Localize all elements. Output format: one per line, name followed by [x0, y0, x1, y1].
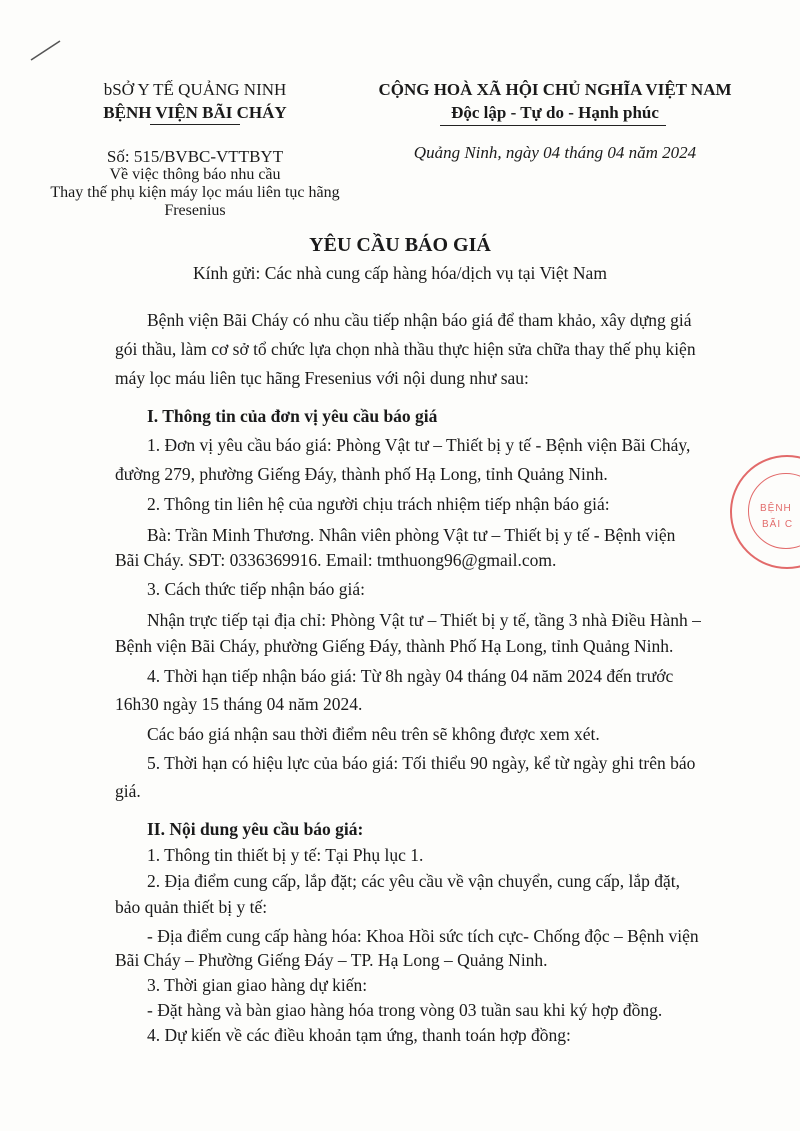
document-number: Số: 515/BVBC-VTTBYT — [106, 147, 284, 166]
national-motto: Độc lập - Tự do - Hạnh phúc — [451, 103, 659, 122]
document-title: YÊU CẦU BÁO GIÁ — [309, 234, 491, 256]
s2-item1: 1. Thông tin thiết bị y tế: Tại Phụ lục 1. — [147, 845, 424, 865]
s1-item1-line1: 1. Đơn vị yêu cầu báo giá: Phòng Vật tư – Thiết bị y tế - Bệnh viện Bãi Cháy, — [147, 435, 691, 455]
s2-item2-line1: 2. Địa điểm cung cấp, lắp đặt; các yêu cầu về vận chuyển, cung cấp, lắp đặt, — [147, 871, 681, 891]
subject-line-1: Về việc thông báo nhu cầu — [109, 166, 281, 183]
s1-item3-line2: Bệnh viện Bãi Cháy, phường Giếng Đáy, thành Phố Hạ Long, tỉnh Quảng Ninh. — [115, 636, 674, 656]
s2-item4: 4. Dự kiến về các điều khoản tạm ứng, thanh toán hợp đồng: — [147, 1025, 571, 1045]
s1-item2-line2: Bãi Cháy. SĐT: 0336369916. Email: tmthuong96@gmail.com. — [115, 550, 557, 570]
s1-item4-note: Các báo giá nhận sau thời điểm nêu trên sẽ không được xem xét. — [147, 724, 600, 744]
intro-line-3: máy lọc máu liên tục hãng Fresenius với nội dung như sau: — [115, 368, 529, 388]
s2-item2-bullet-line2: Bãi Cháy – Phường Giếng Đáy – TP. Hạ Long – Quảng Ninh. — [115, 950, 548, 970]
recipient-line: Kính gửi: Các nhà cung cấp hàng hóa/dịch vụ tại Việt Nam — [193, 263, 607, 283]
stamp-text-2: BÃI C — [762, 519, 794, 530]
s1-item4-line1: 4. Thời hạn tiếp nhận báo giá: Từ 8h ngày 04 tháng 04 năm 2024 đến trước — [147, 666, 674, 686]
pen-mark-icon — [28, 38, 64, 64]
s1-item4-line2: 16h30 ngày 15 tháng 04 năm 2024. — [115, 694, 363, 714]
s1-item1-line2: đường 279, phường Giếng Đáy, thành phố Hạ Long, tỉnh Quảng Ninh. — [115, 464, 608, 484]
intro-line-2: gói thầu, làm cơ sở tổ chức lựa chọn nhà thầu thực hiện sửa chữa thay thế phụ kiện — [115, 339, 696, 359]
section-1-heading: I. Thông tin của đơn vị yêu cầu báo giá — [147, 406, 438, 426]
agency-name: bSỞ Y TẾ QUẢNG NINH — [103, 80, 287, 99]
header-left-underline — [150, 124, 240, 125]
hospital-stamp — [730, 455, 800, 569]
s1-item2-line1: Bà: Trần Minh Thương. Nhân viên phòng Vật tư – Thiết bị y tế - Bệnh viện — [147, 525, 676, 545]
subject-line-3: Fresenius — [164, 202, 226, 219]
s1-item3-line1: Nhận trực tiếp tại địa chỉ: Phòng Vật tư – Thiết bị y tế, tầng 3 nhà Điều Hành – — [147, 610, 701, 630]
hospital-name: BỆNH VIỆN BÃI CHÁY — [103, 103, 287, 122]
s1-item2: 2. Thông tin liên hệ của người chịu trách nhiệm tiếp nhận báo giá: — [147, 494, 610, 514]
s2-item2-line2: bảo quản thiết bị y tế: — [115, 897, 268, 917]
place-and-date: Quảng Ninh, ngày 04 tháng 04 năm 2024 — [413, 143, 697, 162]
intro-line-1: Bệnh viện Bãi Cháy có nhu cầu tiếp nhận báo giá để tham khảo, xây dựng giá — [147, 310, 692, 330]
nation-title: CỘNG HOÀ XÃ HỘI CHỦ NGHĨA VIỆT NAM — [378, 80, 732, 99]
subject-line-2: Thay thế phụ kiện máy lọc máu liên tục hãng — [50, 184, 340, 201]
section-2-heading: II. Nội dung yêu cầu báo giá: — [147, 819, 364, 839]
header-right-underline — [440, 125, 666, 126]
s2-item3: 3. Thời gian giao hàng dự kiến: — [147, 975, 368, 995]
s1-item3: 3. Cách thức tiếp nhận báo giá: — [147, 579, 365, 599]
s2-item3-bullet: - Đặt hàng và bàn giao hàng hóa trong vòng 03 tuần sau khi ký hợp đồng. — [147, 1000, 663, 1020]
stamp-text-1: BỆNH — [760, 503, 792, 514]
s2-item2-bullet-line1: - Địa điểm cung cấp hàng hóa: Khoa Hồi sức tích cực- Chống độc – Bệnh viện — [147, 926, 699, 946]
s1-item5-line1: 5. Thời hạn có hiệu lực của báo giá: Tối thiểu 90 ngày, kể từ ngày ghi trên báo — [147, 753, 696, 773]
s1-item5-line2: giá. — [115, 781, 141, 801]
